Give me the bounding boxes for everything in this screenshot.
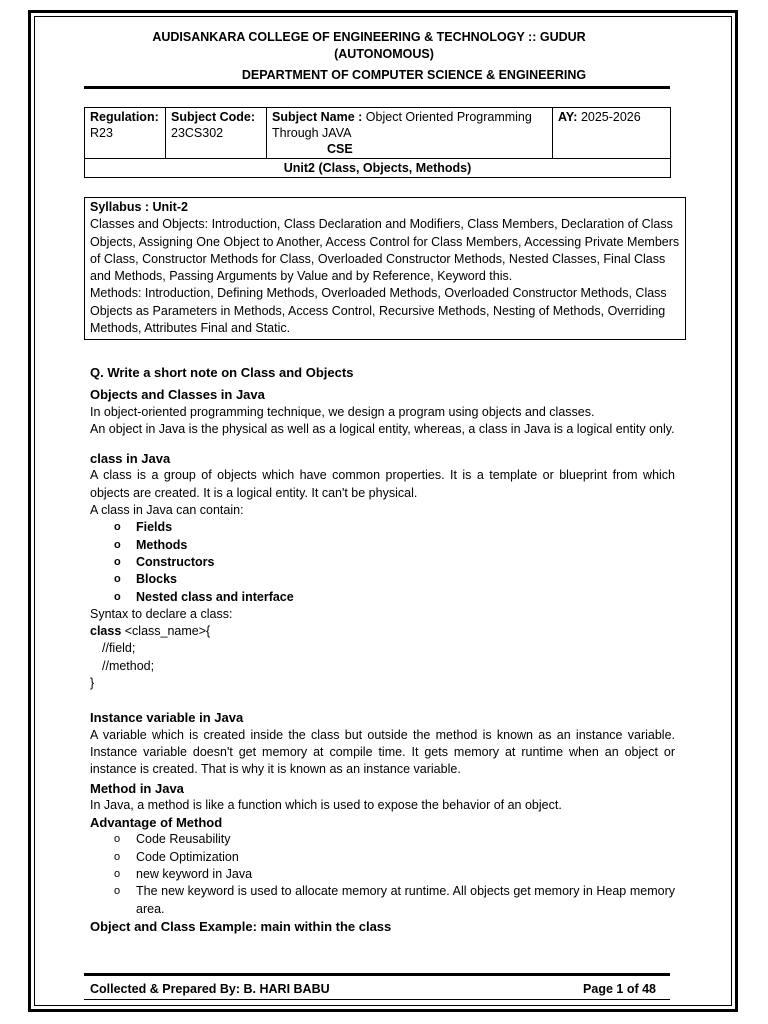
list-item: o Fields xyxy=(90,519,675,536)
ay-label: AY: xyxy=(558,110,578,124)
method-heading: Method in Java xyxy=(90,780,184,796)
bullet-icon: o xyxy=(114,555,121,568)
syllabus-title: Syllabus : Unit-2 xyxy=(90,200,188,214)
syllabus-box xyxy=(84,197,686,340)
autonomous-label: (AUTONOMOUS) xyxy=(334,47,434,61)
objects-paragraph-1: In object-oriented programming technique, we design a program using objects and classes. xyxy=(90,404,595,419)
subject-code-cell xyxy=(166,108,267,159)
unit-title: Unit2 (Class, Objects, Methods) xyxy=(85,159,671,178)
list-item: o Code Optimization xyxy=(90,849,675,866)
bullet-icon: o xyxy=(114,590,121,603)
bullet-icon: o xyxy=(114,885,121,898)
bullet-icon: o xyxy=(114,868,121,881)
code-line-1: class <class_name>{ xyxy=(90,624,211,639)
method-paragraph: In Java, a method is like a function which is used to expose the behavior of an object. xyxy=(90,797,562,812)
ay-value: 2025-2026 xyxy=(580,110,641,124)
subject-code-value: 23CS302 xyxy=(171,126,224,140)
page-number: Page 1 of 48 xyxy=(583,982,656,996)
syllabus-methods: Methods: Introduction, Defining Methods, Overloaded Methods, Overloaded Constructor Methods, Class Objects as Parameters in Methods, Access Control, Recursive Methods, Nesting of Methods, Overriding Methods, Attributes Final and Static. xyxy=(90,286,667,336)
department-name: DEPARTMENT OF COMPUTER SCIENCE & ENGINEERING xyxy=(241,68,587,82)
main-content xyxy=(90,364,675,935)
code-line-2: //field; xyxy=(102,641,136,656)
bullet-icon: o xyxy=(114,538,121,551)
list-item: o Code Reusability xyxy=(90,831,675,848)
subject-name-label: Subject Name : xyxy=(272,110,363,124)
bullet-icon: o xyxy=(114,521,121,534)
bullet-icon: o xyxy=(114,833,121,846)
example-heading: Object and Class Example: main within the class xyxy=(90,918,392,934)
header-rule xyxy=(84,86,670,89)
list-item: o Methods xyxy=(90,537,675,554)
footer-rule-bottom xyxy=(84,999,670,1000)
list-item: o Nested class and interface xyxy=(90,589,675,606)
bullet-icon: o xyxy=(114,573,121,586)
course-info-table xyxy=(84,107,671,178)
academic-year-cell xyxy=(553,108,671,159)
subject-code-label: Subject Code: xyxy=(171,110,256,124)
class-paragraph-1: A class is a group of objects which have common properties. It is a template or blueprint from which objects are created. It is a logical entity. It can't be physical. xyxy=(90,468,675,500)
instance-paragraph: A variable which is created inside the class but outside the method is known as an instance variable. Instance variable doesn't get memory at compile time. It gets memory at runtime when an object or instance is created. That is why it is known as an instance variable. xyxy=(90,727,675,777)
footer-rule xyxy=(84,973,670,976)
syllabus-classes: Classes and Objects: Introduction, Class Declaration and Modifiers, Class Members, Declaration of Class Objects, Assigning One Object to Another, Access Control for Class Members, Accessing Private Members of Class, Constructor Methods for Class, Overloaded Constructor Methods, Nested Classes, Final Class and Methods, Passing Arguments by Value and by Reference, Keyword this. xyxy=(90,217,680,284)
class-heading: class in Java xyxy=(90,451,171,467)
advantage-heading: Advantage of Method xyxy=(90,815,223,831)
code-line-3: //method; xyxy=(102,658,155,673)
footer-author: Collected & Prepared By: B. HARI BABU xyxy=(90,982,330,996)
branch-label: CSE xyxy=(327,142,353,156)
list-item: o Constructors xyxy=(90,554,675,571)
class-contents-list xyxy=(90,519,675,605)
list-item: o The new keyword is used to allocate memory at runtime. All objects get memory in Heap memory area. xyxy=(114,884,675,916)
class-paragraph-2: A class in Java can contain: xyxy=(90,503,244,518)
list-item: o new keyword in Java xyxy=(90,866,675,883)
bullet-icon: o xyxy=(114,850,121,863)
regulation-value: R23 xyxy=(90,126,113,140)
advantage-list xyxy=(90,831,675,917)
subject-name-value: Object Oriented Programming Through JAVA xyxy=(272,110,532,140)
subject-name-cell xyxy=(267,108,553,159)
code-line-4: } xyxy=(90,676,95,691)
objects-heading: Objects and Classes in Java xyxy=(90,387,265,403)
regulation-cell xyxy=(85,108,166,159)
college-name: AUDISANKARA COLLEGE OF ENGINEERING & TECHNOLOGY :: GUDUR xyxy=(152,30,586,44)
syntax-intro: Syntax to declare a class: xyxy=(90,606,233,621)
objects-paragraph-2: An object in Java is the physical as well as a logical entity, whereas, a class in Java is a logical entity only. xyxy=(90,421,675,436)
footer xyxy=(90,982,656,996)
regulation-label: Regulation: xyxy=(90,110,159,124)
question-heading: Q. Write a short note on Class and Objects xyxy=(90,365,354,380)
list-item: o Blocks xyxy=(90,571,675,588)
instance-heading: Instance variable in Java xyxy=(90,710,244,726)
